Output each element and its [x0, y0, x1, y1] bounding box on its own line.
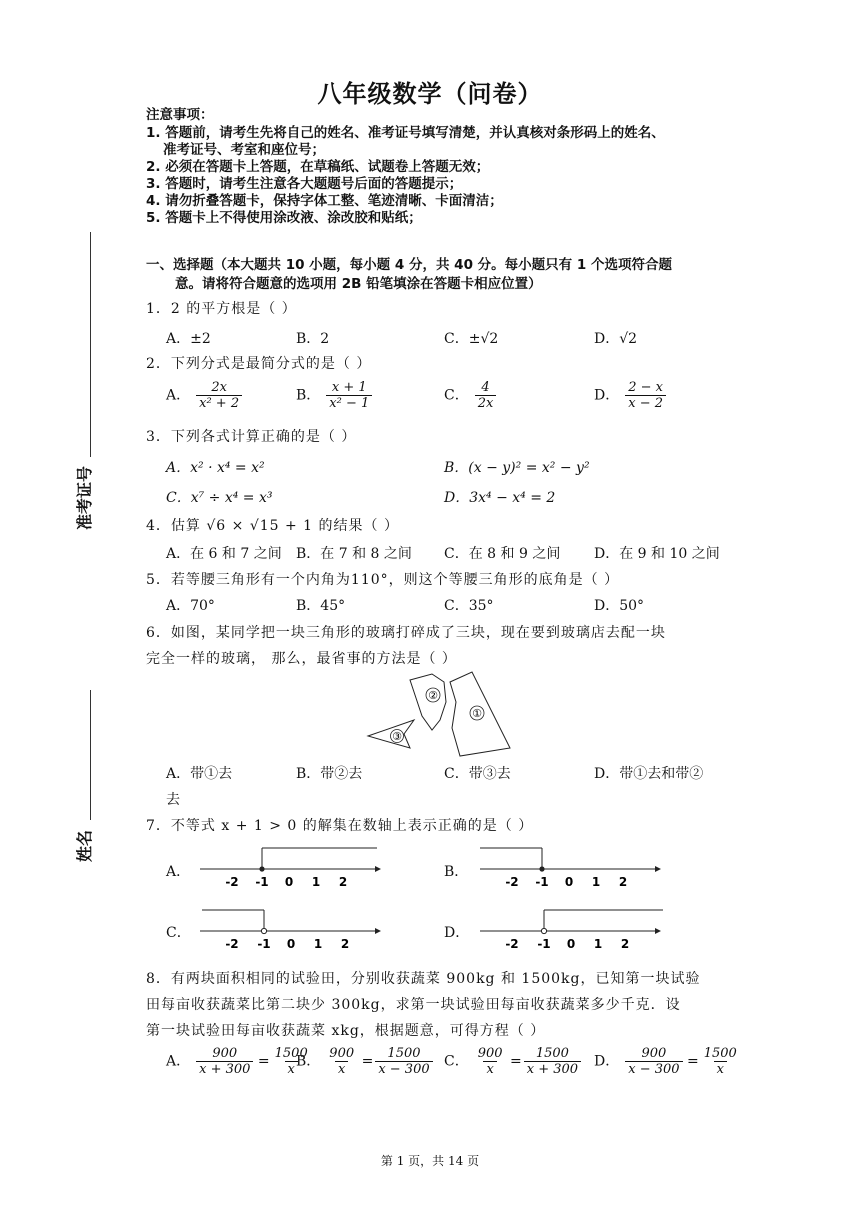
svg-text:-2: -2 [505, 875, 519, 889]
svg-text:-1: -1 [537, 937, 551, 951]
q5-option-a: A．70° [166, 598, 215, 614]
q6-stem: 6．如图，某同学把一块三角形的玻璃打碎成了三块，现在要到玻璃店去配一块 [146, 625, 666, 641]
svg-text:1: 1 [313, 937, 323, 951]
q2-option-d: D． $\frac{2 - x}{x - 2}$ [594, 380, 666, 411]
svg-text:-1: -1 [535, 875, 549, 889]
q6-option-d-cont: 去 [166, 792, 180, 808]
q3-option-c: C．x⁷ ÷ x⁴ = x³ [166, 490, 273, 506]
exam-no-label: 准考证号 [75, 465, 94, 530]
svg-text:-1: -1 [257, 937, 271, 951]
q8-option-d: D． $\frac{900}{x - 300}$ = $\frac{1500}{x}$ [594, 1046, 737, 1077]
q2-stem: 2．下列分式是最简分式的是（ ） [146, 356, 372, 372]
notice-item: 1. 答题前，请考生先将自己的姓名、准考证号填写清楚，并认真核对条形码上的姓名、 [146, 125, 665, 141]
q7-option-c: C． [166, 925, 191, 941]
page-title: 八年级数学（问卷） [317, 80, 543, 108]
q4-stem: 4．估算 √6 × √15 + 1 的结果（ ） [146, 518, 399, 534]
svg-text:0: 0 [286, 937, 296, 951]
notice-item: 5. 答题卡上不得使用涂改液、涂改胶和贴纸； [146, 210, 422, 226]
svg-text:-2: -2 [505, 937, 519, 951]
broken-glass-figure [360, 668, 520, 758]
svg-text:0: 0 [564, 875, 574, 889]
q7-option-d: D． [444, 925, 470, 941]
number-line-b [475, 842, 665, 892]
q3-option-b: B．(x − y)² = x² − y² [444, 460, 590, 476]
number-line-c [195, 904, 385, 954]
notice-item: 4. 请勿折叠答题卡，保持字体工整、笔迹清晰、卡面清洁； [146, 193, 503, 209]
glass-label-2: ② [428, 689, 438, 702]
number-line-a [195, 842, 385, 892]
q7-stem: 7．不等式 x + 1 > 0 的解集在数轴上表示正确的是（ ） [146, 818, 534, 834]
svg-text:0: 0 [284, 875, 294, 889]
glass-label-3: ③ [392, 730, 402, 743]
q1-option-a: A．±2 [166, 331, 211, 347]
svg-text:2: 2 [338, 875, 348, 889]
page-footer: 第 1 页，共 14 页 [380, 1154, 480, 1168]
q8-option-c: C． $\frac{900}{x}$ = $\frac{1500}{x + 300}$ [444, 1046, 581, 1077]
q5-option-c: C．35° [444, 598, 494, 614]
number-line-d [475, 904, 665, 954]
svg-text:2: 2 [340, 937, 350, 951]
q3-stem: 3．下列各式计算正确的是（ ） [146, 429, 357, 445]
svg-text:2: 2 [620, 937, 630, 951]
q1-option-c: C．±√2 [444, 331, 499, 347]
q5-option-b: B．45° [296, 598, 346, 614]
svg-text:-2: -2 [225, 875, 239, 889]
q4-option-c: C．在 8 和 9 之间 [444, 546, 561, 562]
svg-text:1: 1 [591, 875, 601, 889]
q4-option-d: D．在 9 和 10 之间 [594, 546, 720, 562]
q2-option-c: C． $\frac{4}{2x}$ [444, 380, 496, 411]
q1-option-b: B．2 [296, 331, 330, 347]
q8-stem-cont-1: 田每亩收获蔬菜比第二块少 300kg，求第一块试验田每亩收获蔬菜多少千克．设 [146, 997, 681, 1013]
notice-item: 3. 答题时，请考生注意各大题题号后面的答题提示； [146, 176, 463, 192]
svg-text:0: 0 [566, 937, 576, 951]
name-line [90, 690, 91, 820]
q5-option-d: D．50° [594, 598, 645, 614]
q6-option-b: B．带②去 [296, 766, 363, 782]
q8-option-b: B． $\frac{900}{x}$ = $\frac{1500}{x - 300}$ [296, 1046, 433, 1077]
svg-text:1: 1 [311, 875, 321, 889]
q6-option-d: D．带①去和带② [594, 766, 704, 782]
notice-item: 2. 必须在答题卡上答题，在草稿纸、试题卷上答题无效； [146, 159, 490, 175]
notice-heading: 注意事项： [146, 107, 214, 123]
exam-no-line [90, 232, 91, 457]
q4-option-b: B．在 7 和 8 之间 [296, 546, 412, 562]
svg-text:2: 2 [618, 875, 628, 889]
q8-stem: 8．有两块面积相同的试验田，分别收获蔬菜 900kg 和 1500kg，已知第一块试验 [146, 971, 701, 987]
q7-option-b: B． [444, 864, 469, 880]
q8-stem-cont-2: 第一块试验田每亩收获蔬菜 xkg，根据题意，可得方程（ ） [146, 1023, 546, 1039]
svg-text:-1: -1 [255, 875, 269, 889]
section-heading: 一、选择题（本大题共 10 小题，每小题 4 分，共 40 分。每小题只有 1 个选项符合题 [146, 257, 672, 273]
section-heading-cont: 意。请将符合题意的选项用 2B 铅笔填涂在答题卡相应位置） [175, 276, 542, 292]
svg-text:-2: -2 [225, 937, 239, 951]
q6-option-c: C．带③去 [444, 766, 511, 782]
q3-option-d: D．3x⁴ − x⁴ = 2 [444, 490, 556, 506]
q6-option-a: A．带①去 [166, 766, 233, 782]
q7-option-a: A． [166, 864, 191, 880]
q6-stem-cont: 完全一样的玻璃， 那么，最省事的方法是（ ） [146, 651, 457, 667]
q1-stem: 1．2 的平方根是（ ） [146, 301, 297, 317]
glass-piece-2 [410, 674, 446, 730]
svg-text:1: 1 [593, 937, 603, 951]
name-label: 姓名 [75, 829, 94, 862]
q8-option-a: A． $\frac{900}{x + 300}$ = $\frac{1500}{x}$ [166, 1046, 308, 1077]
q4-option-a: A．在 6 和 7 之间 [166, 546, 282, 562]
glass-label-1: ① [472, 707, 482, 720]
q2-option-b: B． $\frac{x + 1}{\text{x² − 1}}$ [296, 380, 372, 411]
q1-option-d: D．√2 [594, 331, 638, 347]
q3-option-a: A．x² · x⁴ = x² [166, 460, 265, 476]
q5-stem: 5．若等腰三角形有一个内角为110°，则这个等腰三角形的底角是（ ） [146, 572, 620, 588]
q2-option-a: A． $\frac{2x}{\text{x² + 2}}$ [166, 380, 242, 411]
notice-item: 准考证号、考室和座位号； [163, 142, 325, 158]
